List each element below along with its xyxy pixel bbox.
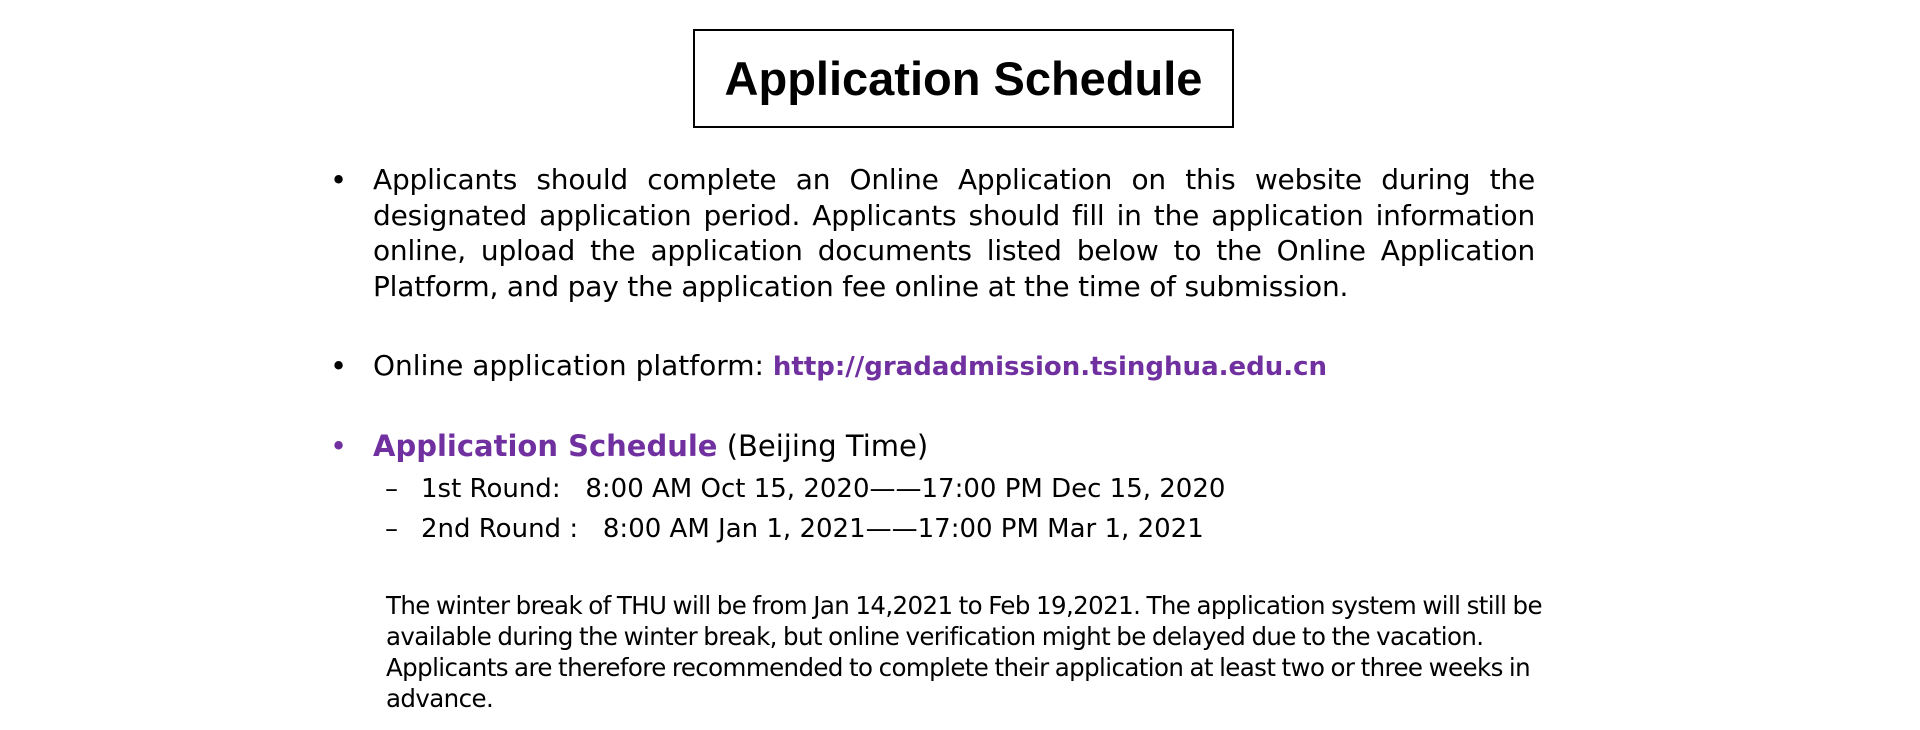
schedule-heading: Application Schedule — [373, 429, 718, 463]
round-period: 8:00 AM Oct 15, 2020——17:00 PM Dec 15, 2020 — [585, 474, 1226, 504]
bullet-dot-icon: • — [330, 163, 348, 197]
platform-label: Online application platform: — [373, 349, 773, 382]
round-text — [421, 512, 1204, 546]
round-text — [421, 472, 1225, 506]
online-application-text: Applicants should complete an Online Application on this website during the designated application period. Applicants should fill in the application information online, upload the application documents listed below to the Online Application Platform, and pay the application fee online at the time of submission. — [373, 163, 1535, 303]
dash-icon: – — [385, 514, 398, 544]
platform-line — [373, 348, 1327, 385]
title-box — [693, 29, 1234, 128]
round-label: 1st Round: — [421, 474, 561, 504]
schedule-line — [373, 428, 928, 464]
bullet-dot-icon: • — [330, 349, 348, 383]
dash-icon: – — [385, 474, 398, 504]
bullet-dot-icon: • — [330, 429, 348, 463]
round-label: 2nd Round : — [421, 514, 579, 544]
platform-link[interactable]: http://gradadmission.tsinghua.edu.cn — [772, 352, 1328, 382]
schedule-timezone: (Beijing Time) — [717, 429, 929, 463]
page-title: Application Schedule — [724, 52, 1203, 105]
round-period: 8:00 AM Jan 1, 2021——17:00 PM Mar 1, 2021 — [602, 514, 1204, 544]
winter-break-note: The winter break of THU will be from Jan 14,2021 to Feb 19,2021. The application system will still be available during the winter break, but online verification might be delayed due to the vacation. Applicants are therefore recommended to complete their application at least two or three weeks in advance. — [386, 591, 1542, 713]
